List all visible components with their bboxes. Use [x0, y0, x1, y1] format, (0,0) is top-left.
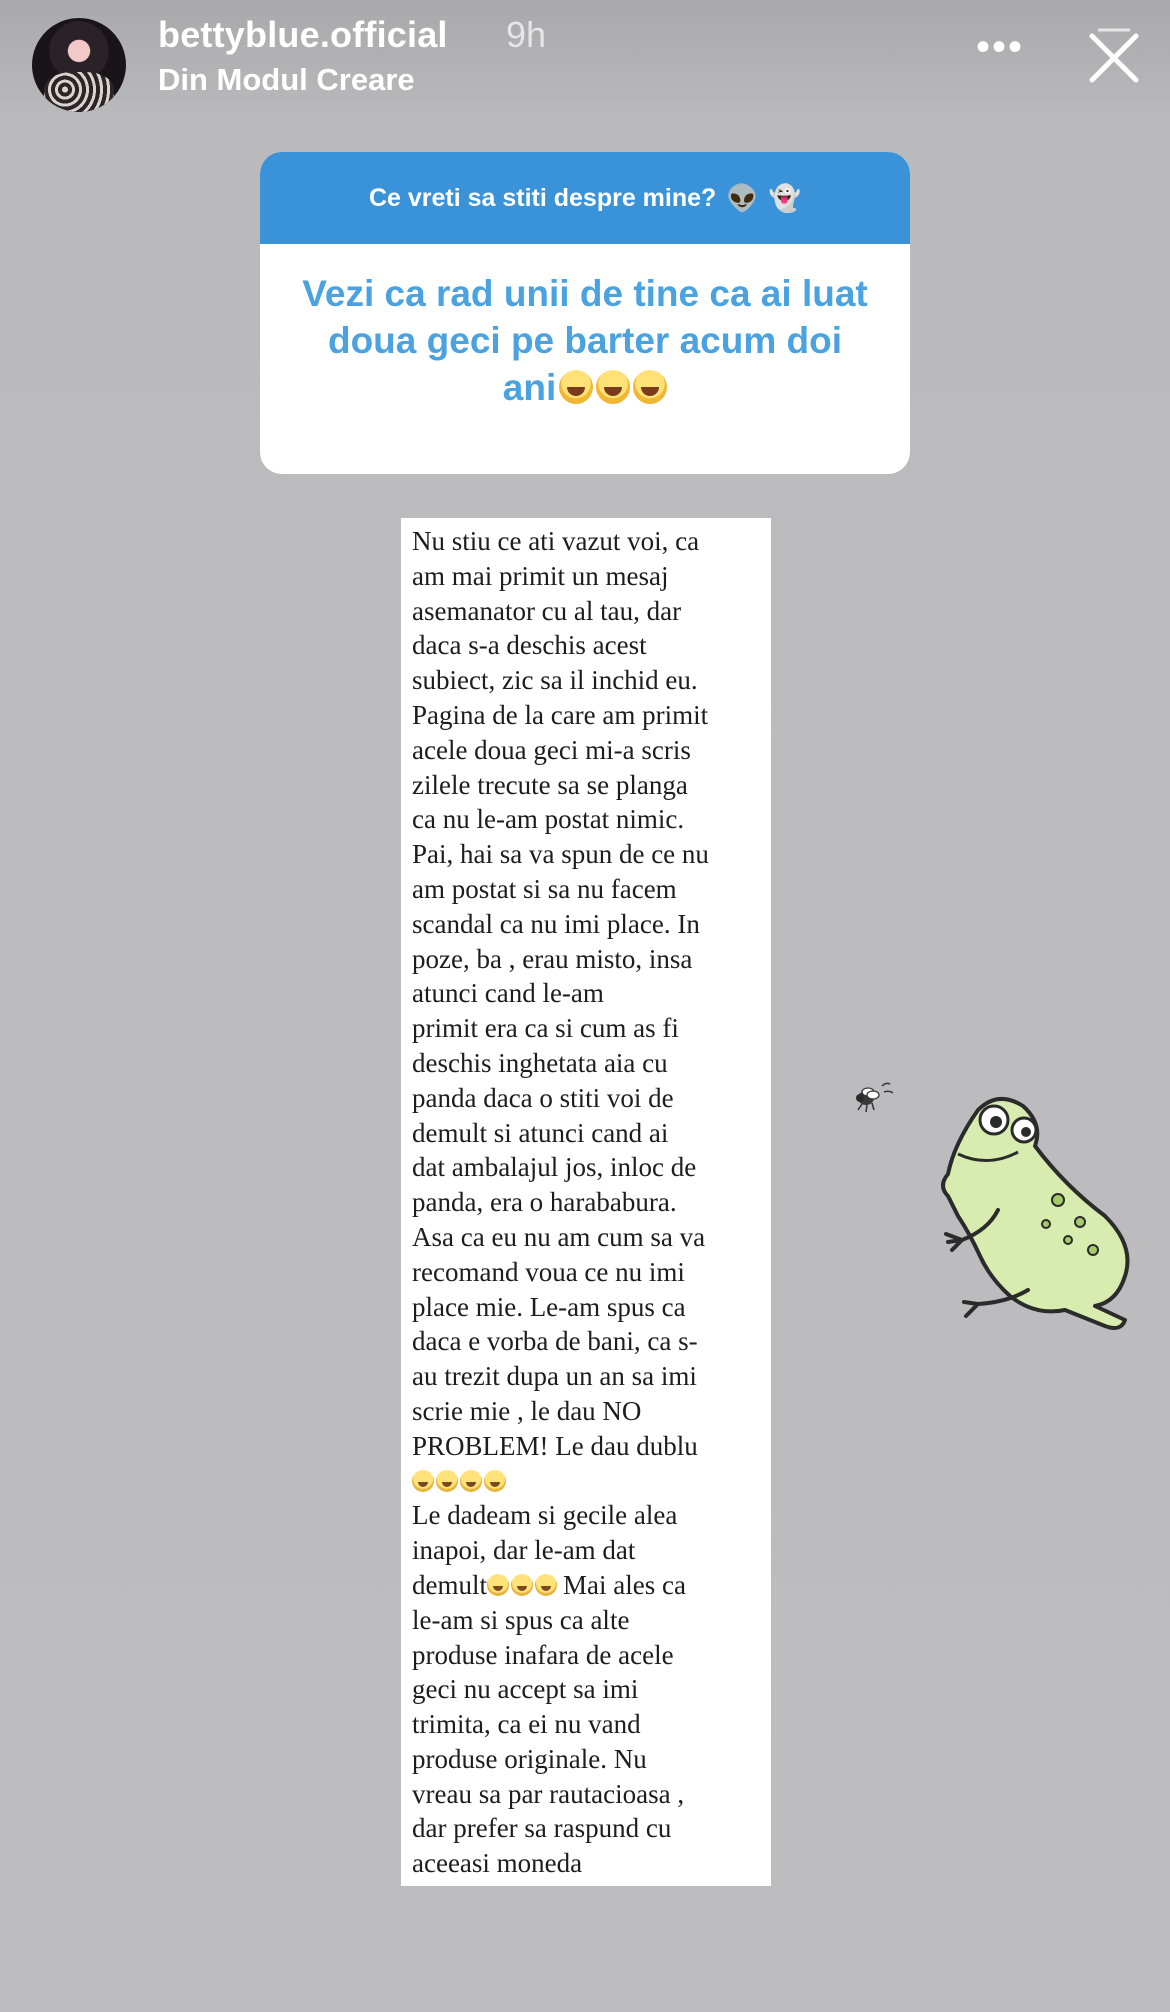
reply-line: aceeasi moneda	[412, 1848, 583, 1879]
reply-line: le-am si spus ca alte	[412, 1604, 630, 1635]
grinning-emoji-icon	[412, 1470, 434, 1492]
question-text	[260, 244, 910, 411]
reply-line: Asa ca eu nu am cum sa va	[412, 1221, 706, 1252]
question-line: Vezi ca rad unii de tine ca ai luat	[302, 273, 868, 314]
story-header	[0, 0, 1170, 120]
avatar-image	[44, 72, 114, 112]
reply-line: primit era ca si cum as fi	[412, 1013, 679, 1044]
reply-line: geci nu accept sa imi	[412, 1674, 639, 1705]
reply-note	[401, 518, 771, 1886]
grinning-emoji-icon	[487, 1574, 509, 1596]
question-prompt: Ce vreti sa stiti despre mine?	[368, 183, 717, 212]
reply-line: trimita, ca ei nu vand	[412, 1709, 641, 1740]
reply-line: daca e vorba de bani, ca s-	[412, 1326, 698, 1357]
reply-line: produse originale. Nu	[412, 1743, 647, 1774]
reply-line: recomand voua ce nu imi	[412, 1256, 685, 1287]
post-time: 9h	[506, 14, 547, 55]
reply-line: demult si atunci cand ai	[412, 1117, 669, 1148]
reply-line: panda, era o harababura.	[412, 1187, 677, 1218]
fly-sticker[interactable]	[848, 1068, 898, 1118]
reply-line: Nu stiu ce ati vazut voi, ca	[412, 526, 700, 556]
laughing-emoji-icon	[559, 370, 593, 404]
laughing-emoji-icon	[596, 370, 630, 404]
reply-line: PROBLEM! Le dau dublu	[412, 1430, 698, 1461]
reply-line: asemanator cu al tau, dar	[412, 595, 682, 626]
account-name[interactable]: bettyblue.official	[158, 14, 448, 55]
reply-line: Le dadeam si gecile alea	[412, 1500, 678, 1531]
question-line: doua geci pe barter acum doi	[327, 320, 842, 361]
close-icon[interactable]	[1084, 28, 1144, 88]
reply-line: scrie mie , le dau NO	[412, 1395, 642, 1426]
laughing-emoji-icon	[633, 370, 667, 404]
question-line: ani	[290, 364, 880, 411]
reply-line: place mie. Le-am spus ca	[412, 1291, 686, 1322]
reply-line: demult Mai ales ca	[412, 1569, 686, 1600]
reply-line: dar prefer sa raspund cu	[412, 1813, 672, 1844]
reply-line: scandal ca nu imi place. In	[412, 908, 700, 939]
reply-line: panda daca o stiti voi de	[412, 1082, 674, 1113]
ghost-emoji-icon: 👻	[768, 183, 802, 213]
reply-line: zilele trecute sa se planga	[412, 769, 688, 800]
reply-line: vreau sa par rautacioasa ,	[412, 1778, 685, 1809]
reply-line: inapoi, dar le-am dat	[412, 1535, 636, 1566]
reply-text	[412, 518, 761, 1881]
reply-line	[412, 1464, 761, 1499]
reply-line: poze, ba , erau misto, insa	[412, 943, 693, 974]
reply-line: dat ambalajul jos, inloc de	[412, 1152, 697, 1183]
reply-line: subiect, zic sa il inchid eu.	[412, 665, 698, 696]
reply-line: ca nu le-am postat nimic.	[412, 804, 685, 835]
reply-line: atunci cand le-am	[412, 978, 604, 1009]
story-subtitle[interactable]: Din Modul Creare	[158, 62, 415, 97]
grinning-emoji-icon	[535, 1574, 557, 1596]
reply-line: au trezit dupa un an sa imi	[412, 1361, 697, 1392]
avatar[interactable]	[32, 18, 126, 112]
alien-emoji-icon: 👽	[726, 183, 759, 213]
reply-line: deschis inghetata aia cu	[412, 1047, 668, 1078]
grinning-emoji-icon	[511, 1574, 533, 1596]
reply-line: Pagina de la care am primit	[412, 699, 709, 730]
question-sticker[interactable]	[260, 152, 910, 474]
reply-line: acele doua geci mi-a scris	[412, 734, 691, 765]
grinning-emoji-icon	[460, 1470, 482, 1492]
question-sticker-header	[260, 152, 910, 244]
reply-line: Pai, hai sa va spun de ce nu	[412, 839, 709, 870]
reply-line: am mai primit un mesaj	[412, 560, 669, 591]
more-icon[interactable]: •••	[975, 25, 1024, 69]
grinning-emoji-icon	[484, 1470, 506, 1492]
grinning-emoji-icon	[436, 1470, 458, 1492]
reply-line: produse inafara de acele	[412, 1639, 674, 1670]
frog-sticker[interactable]	[938, 1090, 1144, 1340]
reply-line: daca s-a deschis acest	[412, 630, 647, 661]
reply-line: am postat si sa nu facem	[412, 873, 677, 904]
